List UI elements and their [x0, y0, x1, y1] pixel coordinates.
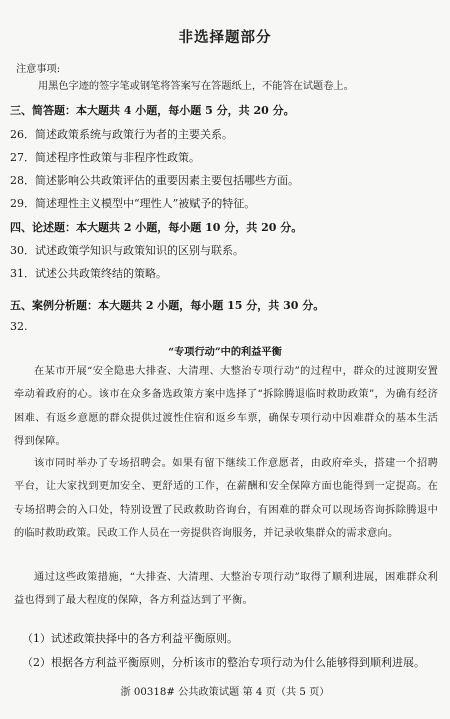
section-5-heading: 五、案例分析题：本大题共 2 小题，每小题 15 分，共 30 分。: [10, 299, 325, 312]
question-32-number: 32.: [10, 320, 28, 333]
case-paragraph-2: 该市同时举办了专场招聘会。如果有留下继续工作意愿者，由政府牵头，搭建一个招聘平台，让大家找到更加安全、更舒适的工作，在薪酬和安全保障方面也能得到一定提高。在专场招聘会的入口处，特别设置了民政救助咨询台，有困难的群众可以现场咨询拆除腾退中的临时救助政策。民政工作人员在一旁提供咨询服务，并记录收集群众的需求意向。: [14, 458, 438, 540]
sub-question-1: （1）试述政策抉择中的各方利益平衡原则。: [22, 632, 238, 645]
question-26: 26．简述政策系统与政策行为者的主要关系。: [10, 128, 233, 141]
case-paragraph-1: 在某市开展“安全隐患大排查、大清理、大整治专项行动”的过程中，群众的过渡期安置牵动着政府的心。该市在众多备选政策方案中选择了“拆除腾退临时救助政策”，为确有经济困难、有返乡意愿的群众提供过渡性住宿和返乡车票，确保专项行动中因难群众的基本生活得到保障。: [14, 366, 438, 448]
notice-body: 用黑色字迹的签字笔或钢笔将答案写在答题纸上，不能答在试题卷上。: [38, 81, 354, 92]
case-title: “专项行动”中的利益平衡: [168, 346, 282, 358]
notice-heading: 注意事项:: [16, 64, 61, 75]
sub-question-2: （2）根据各方利益平衡原则，分析该市的整治专项行动为什么能够得到顺利进展。: [22, 656, 425, 669]
question-29: 29．简述理性主义模型中“理性人”被赋予的特征。: [10, 197, 256, 210]
page-footer: 浙 00318# 公共政策试题 第 4 页（共 5 页）: [120, 687, 330, 698]
section-4-heading: 四、论述题：本大题共 2 小题，每小题 10 分，共 20 分。: [10, 221, 303, 234]
section-3-heading: 三、简答题：本大题共 4 小题，每小题 5 分，共 20 分。: [10, 104, 295, 117]
page-title: 非选择题部分: [178, 29, 272, 46]
question-28: 28．简述影响公共政策评估的重要因素主要包括哪些方面。: [10, 174, 299, 187]
question-30: 30．试述政策学知识与政策知识的区别与联系。: [10, 244, 244, 257]
case-paragraph-3: 通过这些政策措施，“大排查、大清理、大整治专项行动”取得了顺利进展，困难群众利益也得到了最大程度的保障，各方利益达到了平衡。: [14, 572, 438, 607]
question-27: 27．简述程序性政策与非程序性政策。: [10, 151, 200, 164]
question-31: 31．试述公共政策终结的策略。: [10, 267, 167, 280]
